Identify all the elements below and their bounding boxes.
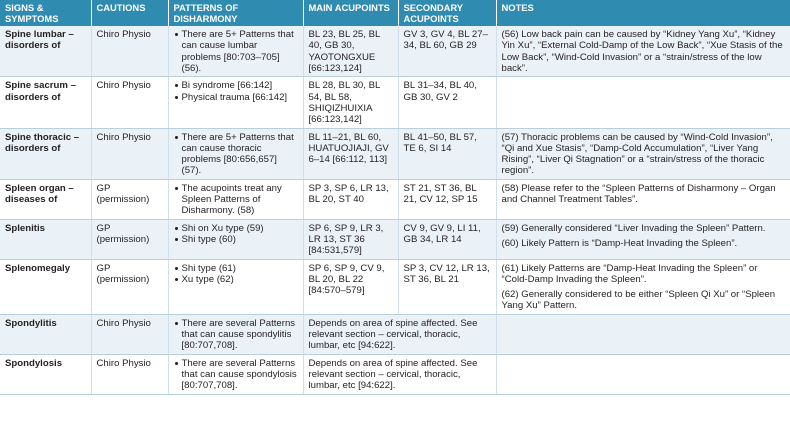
table-row [0,354,790,394]
cautions-cell: GP (permission) [91,179,168,219]
pattern-item: Shi type (61) [174,263,299,274]
header-cautions: CAUTIONS [91,0,168,26]
pattern-item: Shi type (60) [174,234,299,245]
sign-cell: Spleen organ – diseases of [0,179,91,219]
note-text: (57) Thoracic problems can be caused by “Wind-Cold Invasion”, “Qi and Xue Stasis”, “Damp-Cold Accumulation”, “Liver Yang Rising”, “Liver Qi Stagnation” or a “strain/stress of the thoracic region”. [501,131,773,177]
table-row [0,314,790,354]
main-acupoints-cell: BL 28, BL 30, BL 54, BL 58, SHIQIZHUIXIA [66:123,142] [303,77,398,128]
patterns-list [174,183,299,217]
cautions-cell: Chiro Physio [91,354,168,394]
note-text: (60) Likely Pattern is “Damp-Heat Invading the Spleen”. [501,237,738,249]
header-secondary-acupoints: SECONDARY ACUPOINTS [398,0,496,26]
sign-cell: Spondylosis [0,354,91,394]
note-text: (59) Generally considered “Liver Invading the Spleen” Pattern. [501,222,766,234]
sign-cell: Splenitis [0,219,91,259]
sign-cell: Spine sacrum – disorders of [0,77,91,128]
patterns-cell [168,219,303,259]
note-text: (62) Generally considered to be either “Spleen Qi Xu” or “Spleen Yang Xu” Pattern. [501,289,776,312]
cautions-cell: GP (permission) [91,259,168,314]
sign-cell: Spine lumbar – disorders of [0,26,91,77]
patterns-list [174,263,299,286]
header-patterns: PATTERNS OF DISHARMONY [168,0,303,26]
cautions-cell: Chiro Physio [91,77,168,128]
pattern-item: The acupoints treat any Spleen Patterns of Disharmony. (58) [174,183,299,217]
main-acupoints-cell: Depends on area of spine affected. See relevant section – cervical, thoracic, lumbar, etc [94:622]. [303,354,496,394]
patterns-cell [168,259,303,314]
notes-cell [496,77,790,128]
pattern-item: There are several Patterns that can cause spondylosis [80:707,708]. [174,358,299,392]
table-body [0,26,790,394]
table-row [0,219,790,259]
patterns-cell [168,179,303,219]
header-signs: SIGNS & SYMPTOMS [0,0,91,26]
pattern-item: Bi syndrome [66:142] [174,80,299,91]
table-header [0,0,790,26]
secondary-acupoints-cell: BL 41–50, BL 57, TE 6, SI 14 [398,128,496,179]
patterns-cell [168,128,303,179]
note-text: (56) Low back pain can be caused by “Kidney Yang Xu”, “Kidney Yin Xu”, “External Cold-Damp of the Low Back”, “Xue Stasis of the Low Back”, “Wind-Cold Invasion” or a “strain/stress of the low back”. [501,29,783,75]
main-acupoints-cell: BL 23, BL 25, BL 40, GB 30, YAOTONGXUE [66:123,124] [303,26,398,77]
pattern-item: There are several Patterns that can cause spondylitis [80:707,708]. [174,318,299,352]
patterns-cell [168,314,303,354]
table-row [0,128,790,179]
cautions-cell: Chiro Physio [91,26,168,77]
header-notes: NOTES [496,0,790,26]
notes-cell [496,128,790,179]
secondary-acupoints-cell: ST 21, ST 36, BL 21, CV 12, SP 15 [398,179,496,219]
notes-cell [496,259,790,314]
patterns-list [174,132,299,177]
notes-cell [496,354,790,394]
main-acupoints-cell: Depends on area of spine affected. See relevant section – cervical, thoracic, lumbar, etc [94:622]. [303,314,496,354]
pattern-item: Xu type (62) [174,274,299,285]
pattern-item: There are 5+ Patterns that can cause lumbar problems [80:703–705] (56). [174,29,299,74]
notes-cell [496,314,790,354]
pattern-item: Shi on Xu type (59) [174,223,299,234]
patterns-cell [168,354,303,394]
secondary-acupoints-cell: SP 3, CV 12, LR 13, ST 36, BL 21 [398,259,496,314]
sign-cell: Spondylitis [0,314,91,354]
patterns-list [174,358,299,392]
sign-cell: Splenomegaly [0,259,91,314]
table-row [0,179,790,219]
patterns-cell [168,26,303,77]
cautions-cell: Chiro Physio [91,314,168,354]
patterns-list [174,223,299,246]
sign-cell: Spine thoracic – disorders of [0,128,91,179]
main-acupoints-cell: SP 6, SP 9, LR 3, LR 13, ST 36 [84:531,579] [303,219,398,259]
patterns-cell [168,77,303,128]
main-acupoints-cell: BL 11–21, BL 60, HUATUOJIAJI, GV 6–14 [66:112, 113] [303,128,398,179]
pattern-item: Physical trauma [66:142] [174,92,299,103]
cautions-cell: GP (permission) [91,219,168,259]
patterns-list [174,80,299,103]
patterns-list [174,318,299,352]
table-row [0,259,790,314]
main-acupoints-cell: SP 6, SP 9, CV 9, BL 20, BL 22 [84:570–579] [303,259,398,314]
pattern-item: There are 5+ Patterns that can cause thoracic problems [80:656,657] (57). [174,132,299,177]
main-acupoints-cell: SP 3, SP 6, LR 13, BL 20, ST 40 [303,179,398,219]
secondary-acupoints-cell: BL 31–34, BL 40, GB 30, GV 2 [398,77,496,128]
secondary-acupoints-cell: CV 9, GV 9, LI 11, GB 34, LR 14 [398,219,496,259]
notes-cell [496,179,790,219]
note-text: (58) Please refer to the “Spleen Patterns of Disharmony – Organ and Channel Treatment Tables”. [501,182,776,206]
header-main-acupoints: MAIN ACUPOINTS [303,0,398,26]
table-row [0,26,790,77]
table-row [0,77,790,128]
note-text: (61) Likely Patterns are “Damp-Heat Invading the Spleen” or “Cold-Damp Invading the Spleen”. [501,262,758,285]
cautions-cell: Chiro Physio [91,128,168,179]
patterns-list [174,29,299,74]
secondary-acupoints-cell: GV 3, GV 4, BL 27–34, BL 60, GB 29 [398,26,496,77]
notes-cell [496,26,790,77]
notes-cell [496,219,790,259]
